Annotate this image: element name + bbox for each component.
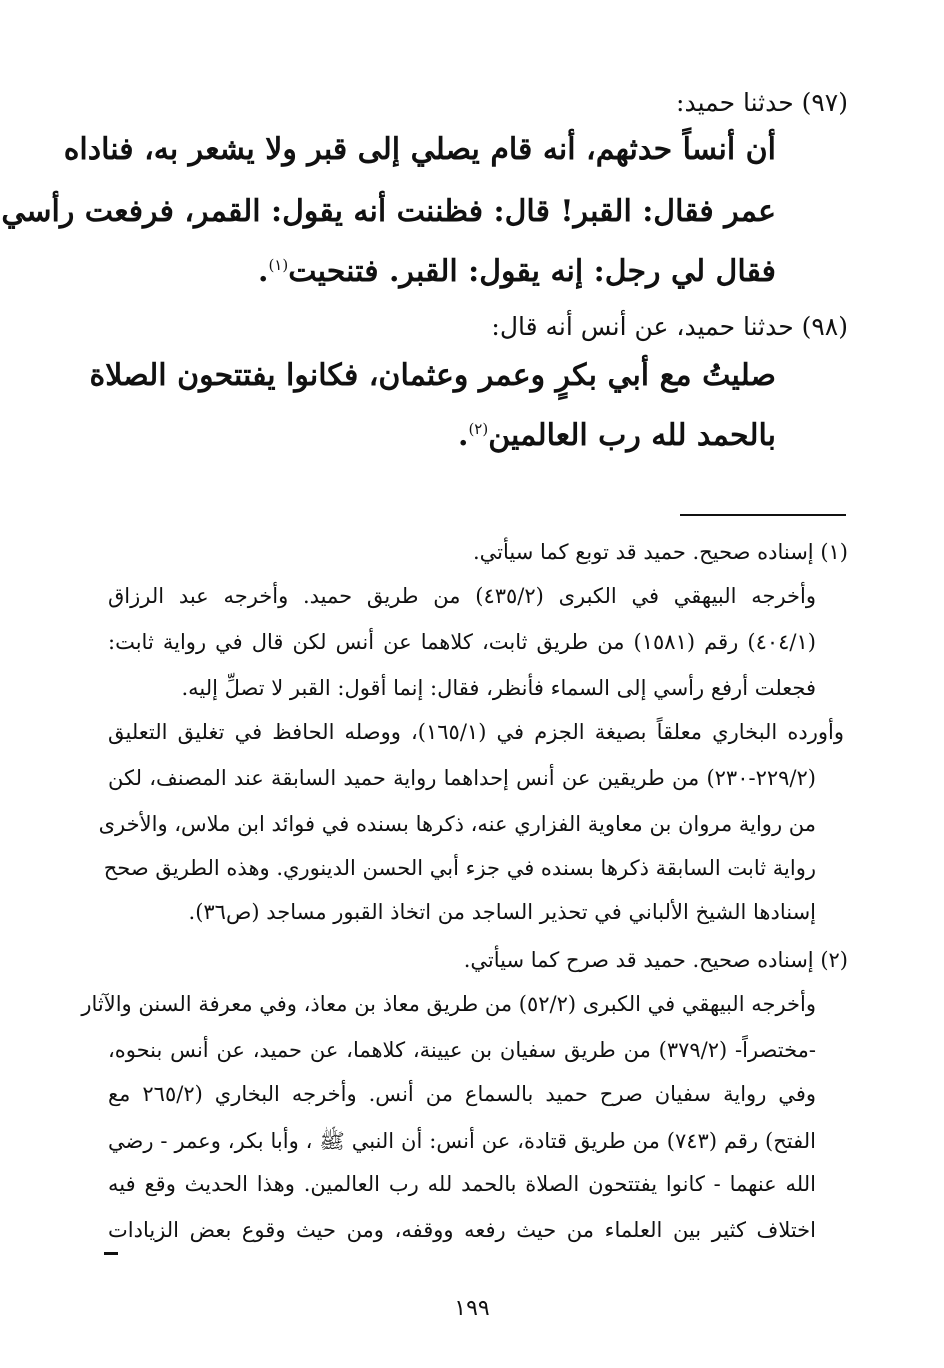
hadith-98-period: . [457,418,469,453]
footnote-2-line-2: وأخرجه البيهقي في الكبرى (٥٢/٢) من طريق معاذ بن معاذ، وفي معرفة السنن والآثار [81,992,816,1016]
hadith-98-text-line-1: صليتُ مع أبي بكرٍ وعمر وعثمان، فكانوا يفتتحون الصلاة [89,358,776,393]
hadith-97-text-line-2: عمر فقال: القبر! قال: فظننت أنه يقول: القمر، فرفعت رأسي [1,194,776,229]
hadith-97-text-line-1: أن أنساً حدثهم، أنه قام يصلي إلى قبر ولا يشعر به، فناداه [63,132,776,167]
page-number: ١٩٩ [454,1296,490,1321]
footnote-1-line-2: وأخرجه البيهقي في الكبرى (٤٣٥/٢) من طريق حميد. وأخرجه عبد الرزاق [108,584,817,608]
footnote-2-line-7: اختلاف كثير بين العلماء من حيث رفعه ووقفه، ومن حيث وقوع بعض الزيادات [108,1218,816,1242]
footnote-2-line-6: الله عنهما - كانوا يفتتحون الصلاة بالحمد لله رب العالمين. وهذا الحديث وقع فيه [108,1172,816,1196]
footnote-2-line-5: الفتح) رقم (٧٤٣) من طريق قتادة، عن أنس: أن النبي ﷺ ، وأبا بكر، وعمر - رضي [108,1129,816,1153]
footnote-1-line-4: فجعلت أرفع رأسي إلى السماء فأنظر، فقال: إنما أقول: القبر لا تصلِّ إليه. [181,676,816,700]
hadith-97-text-line-3 [258,254,776,289]
footnote-1-line-1: (١) إسناده صحيح. حميد قد توبع كما سيأتي. [472,540,848,564]
footnote-1-line-7: من رواية مروان بن معاوية الفزاري عنه، ذكرها بسنده في فوائد ابن ملاس، والأخرى [98,812,816,836]
footnote-2-line-4: وفي رواية سفيان صرح حميد بالسماع من أنس. وأخرجه البخاري (٢٦٥/٢ مع [108,1082,816,1106]
hadith-98-text-end: بالحمد لله رب العالمين [488,418,776,453]
footnote-2-line-1: (٢) إسناده صحيح. حميد قد صرح كما سيأتي. [463,948,848,972]
footnote-ref-1: (١) [268,256,289,274]
hadith-97-period: . [257,254,269,289]
footnote-ref-2: (٢) [468,420,489,438]
footnote-1-line-6: (٢٢٩/٢-٢٣٠) من طريقين عن أنس إحداهما رواية حميد السابقة عند المصنف، لكن [108,766,816,790]
footnote-1-line-8: رواية ثابت السابقة ذكرها بسنده في جزء أبي الحسن الدينوري. وهذه الطريق صحح [103,856,816,880]
footnote-1-line-3: (٤٠٤/١) رقم (١٥٨١) من طريق ثابت، كلاهما عن أنس لكن قال في رواية ثابت: [108,630,816,654]
hadith-98-header: (٩٨) حدثنا حميد، عن أنس أنه قال: [491,312,848,341]
footnote-1-line-9: إسنادها الشيخ الألباني في تحذير الساجد من اتخاذ القبور مساجد (ص٣٦). [188,900,816,924]
hadith-98-text-line-2 [458,418,776,453]
hadith-97-text-end: فقال لي رجل: إنه يقول: القبر. فتنحيت [288,254,776,289]
footnote-1-line-5: وأورده البخاري معلقاً بصيغة الجزم في (١٦٥/١)، ووصله الحافظ في تغليق التعليق [108,720,845,744]
footnote-separator [680,514,846,516]
footnote-2-line-3: -مختصراً- (٣٧٩/٢) من طريق سفيان بن عيينة، كلاهما، عن حميد، عن أنس بنحوه، [108,1038,816,1062]
hadith-97-header: (٩٧) حدثنا حميد: [676,88,848,117]
continuation-mark [104,1252,118,1255]
